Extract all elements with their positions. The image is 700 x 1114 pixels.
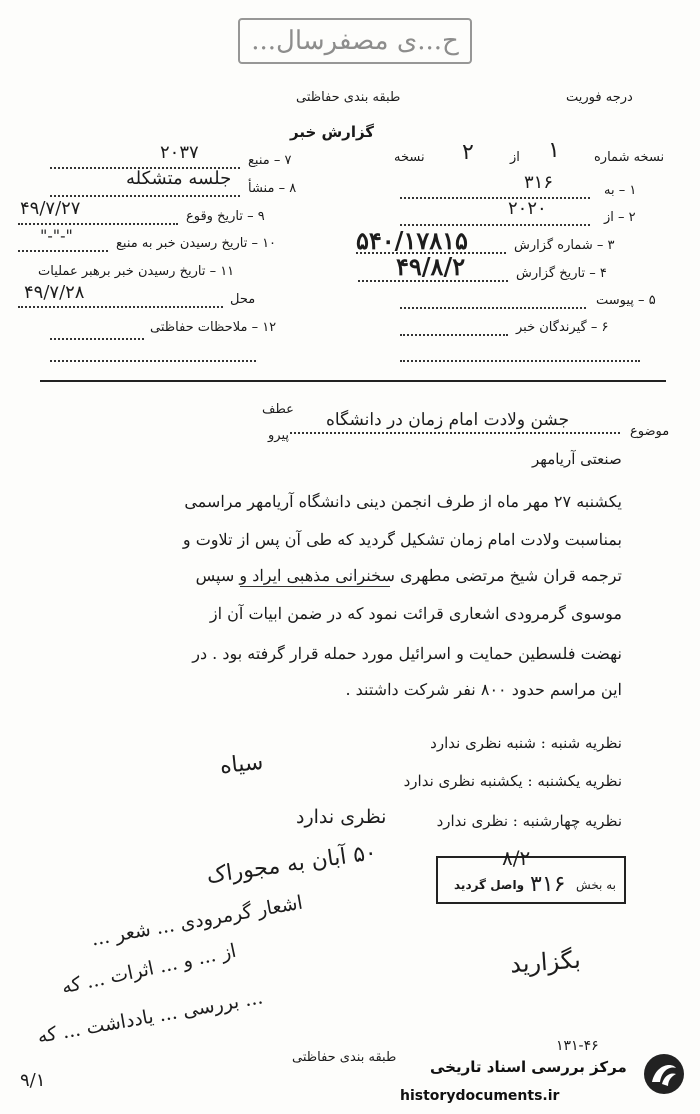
field-9-label: ۹ – تاریخ وقوع bbox=[186, 209, 265, 224]
archive-center-name: مرکز بررسی اسناد تاریخی bbox=[430, 1058, 627, 1076]
field-3-label: ۳ – شماره گزارش bbox=[514, 238, 615, 253]
priority-label: درجه فوریت bbox=[566, 90, 633, 105]
field-11-line bbox=[18, 306, 223, 308]
underline-motahari bbox=[240, 586, 390, 587]
body-line-6: این مراسم حدود ۸۰۰ نفر شرکت داشتند . bbox=[345, 680, 622, 699]
body-line-2: بمناسبت ولادت امام زمان تشکیل گردید که طی آن پس از تلاوت و bbox=[182, 530, 622, 549]
field-1-label: ۱ – به bbox=[604, 183, 637, 198]
field-10-line bbox=[18, 250, 108, 252]
document-number: ۱۳۱-۴۶ bbox=[556, 1038, 599, 1054]
field-7-label: ۷ – منبع bbox=[248, 153, 292, 168]
received-stamp-text-1: به بخش bbox=[576, 878, 616, 892]
field-7-value: ۲۰۳۷ bbox=[160, 142, 199, 163]
handwritten-note-1: ۵۰ آبان به مجوراک bbox=[205, 840, 379, 889]
subject-line bbox=[290, 432, 620, 434]
field-10-value: "-"-" bbox=[40, 226, 73, 245]
field-5-label: ۵ – پیوست bbox=[596, 293, 656, 308]
field-12-line bbox=[50, 338, 144, 340]
body-line-5: نهضت فلسطین حمایت و اسرائیل مورد حمله قرار گرفته بود . در bbox=[192, 644, 622, 663]
classification-bottom: طبقه بندی حفاظتی bbox=[292, 1050, 397, 1065]
body-line-3: ترجمه قران شیخ مرتضی مطهری سخنرانی مذهبی ایراد و سپس bbox=[195, 566, 622, 585]
field-9-line bbox=[18, 223, 178, 225]
handwritten-note-4: ... بررسی ... یادداشت ... که bbox=[35, 986, 265, 1048]
handwritten-note-side: بگزارید bbox=[509, 945, 582, 979]
field-12-line-2 bbox=[50, 360, 256, 362]
subject-line-2: صنعتی آریامهر bbox=[532, 450, 622, 468]
copy-suffix: نسخه bbox=[394, 150, 425, 165]
handwritten-note-2: اشعار گرمرودی ... شعر ... bbox=[89, 891, 305, 951]
field-1-value: ۳۱۶ bbox=[524, 172, 554, 193]
copy-number-value: ۱ bbox=[548, 138, 560, 163]
opinion-saturday: نظریه شنبه : شنبه نظری ندارد bbox=[430, 734, 622, 752]
opinion-sunday: نظریه یکشنبه : یکشنبه نظری ندارد bbox=[403, 772, 622, 790]
received-stamp-hand-value: ۳۱۶ bbox=[530, 872, 566, 897]
opinion-wednesday: نظریه چهارشنبه : نظری ندارد bbox=[436, 812, 622, 830]
margin-mark: ۹/۱ bbox=[20, 1070, 46, 1091]
field-6-line-2 bbox=[400, 360, 640, 362]
field-8-label: ۸ – منشأ bbox=[248, 181, 297, 196]
field-3-value: ۵۴۰/۱۷۸۱۵ bbox=[356, 226, 468, 255]
separator-rule bbox=[40, 380, 666, 382]
classification-top: طبقه بندی حفاظتی bbox=[296, 90, 401, 105]
handwritten-note-3: از ... و ... اثرات ... که bbox=[59, 939, 239, 999]
field-6-line bbox=[400, 334, 508, 336]
subject-label: موضوع bbox=[630, 424, 670, 439]
field-5-line bbox=[400, 307, 586, 309]
of-value: ۲ bbox=[462, 140, 474, 165]
received-stamp-text-2: واصل گردید bbox=[454, 878, 525, 892]
copy-number-label: نسخه شماره bbox=[594, 150, 665, 165]
subject-annotation-2: پیرو bbox=[268, 428, 289, 443]
top-stamp bbox=[238, 18, 472, 64]
of-label: از bbox=[510, 150, 520, 165]
top-stamp-text: ح...ی مصفرسال... bbox=[251, 26, 459, 56]
opinion-sunday-signature: سیاه bbox=[218, 749, 265, 780]
field-11-label: ۱۱ – تاریخ رسیدن خبر برهبر عملیات bbox=[38, 264, 235, 279]
field-4-label: ۴ – تاریخ گزارش bbox=[516, 266, 607, 281]
archive-site: historydocuments.ir bbox=[400, 1088, 560, 1104]
field-12-label: ۱۲ – ملاحظات حفاظتی bbox=[150, 320, 277, 335]
field-2-value: ۲۰۲۰ bbox=[508, 198, 547, 219]
field-4-value: ۴۹/۸/۲ bbox=[396, 252, 466, 281]
report-title: گزارش خبر bbox=[290, 123, 375, 141]
body-line-4: موسوی گرمرودی اشعاری قرائت نمود که در ضمن ابیات آن از bbox=[209, 604, 622, 623]
received-stamp bbox=[436, 846, 626, 904]
archive-logo-icon bbox=[642, 1052, 686, 1096]
subject-text: جشن ولادت امام زمان در دانشگاه bbox=[326, 410, 570, 430]
field-8-value: جلسه متشکله bbox=[126, 168, 232, 189]
received-stamp-hand-date: ۸/۲ bbox=[502, 846, 531, 870]
field-11-value: ۴۹/۷/۲۸ bbox=[24, 282, 85, 303]
opinion-wednesday-hand: نظری ندارد bbox=[296, 806, 387, 828]
field-1-line bbox=[400, 197, 590, 199]
field-6-label: ۶ – گیرندگان خبر bbox=[516, 320, 609, 335]
field-9-value: ۴۹/۷/۲۷ bbox=[20, 198, 81, 219]
body-line-1: یکشنبه ۲۷ مهر ماه از طرف انجمن دینی دانشگاه آریامهر مراسمی bbox=[184, 492, 622, 511]
field-8-line bbox=[50, 195, 240, 197]
field-2-label: ۲ – از bbox=[604, 210, 636, 225]
field-10-label: ۱۰ – تاریخ رسیدن خبر به منبع bbox=[116, 236, 277, 251]
subject-annotation-1: عطف bbox=[262, 402, 294, 417]
place-label: محل bbox=[230, 292, 256, 307]
